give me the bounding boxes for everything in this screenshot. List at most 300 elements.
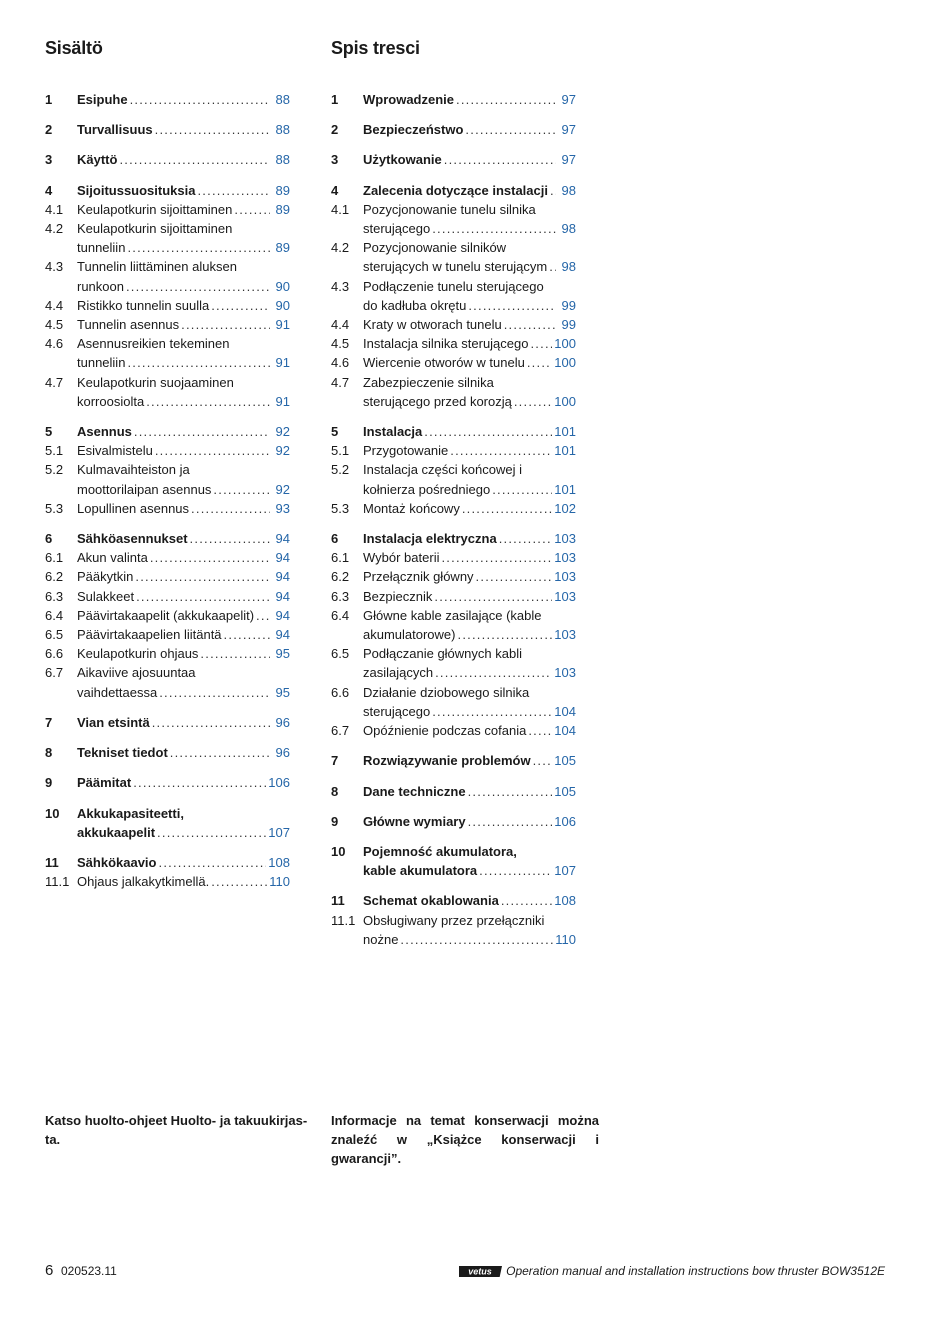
toc-entry-text: Tunnelin asennus [77, 317, 180, 333]
toc-number: 4.7 [331, 374, 350, 390]
toc-page-link[interactable]: 97 [561, 152, 576, 168]
toc-leader-dots [432, 702, 552, 721]
toc-entry-body [363, 683, 576, 721]
service-note-finnish: Katso huolto-ohjeet Huolto- ja takuukirjas-ta. [45, 1113, 308, 1147]
toc-entry-text: Ristikko tunnelin suulla [77, 297, 210, 313]
toc-page-link[interactable]: 103 [554, 627, 576, 643]
toc-page-link[interactable]: 94 [275, 588, 290, 604]
toc-page-link[interactable]: 93 [275, 500, 290, 516]
toc-leader-dots [527, 353, 552, 372]
toc-chapter[interactable] [45, 181, 290, 200]
toc-number: 4 [45, 182, 53, 198]
toc-entry-body [363, 548, 576, 567]
toc-page-link[interactable]: 91 [275, 393, 290, 409]
toc-entry-text: Główne wymiary [363, 813, 466, 829]
toc-section[interactable] [45, 460, 290, 498]
toc-page-link[interactable]: 107 [554, 863, 576, 879]
toc-page-link[interactable]: 88 [275, 92, 290, 107]
toc-number: 11.1 [45, 874, 70, 890]
toc-leader-dots [213, 480, 270, 499]
toc-chapter[interactable] [45, 773, 290, 792]
toc-page-link[interactable]: 101 [554, 481, 576, 497]
toc-chapter[interactable] [331, 842, 576, 880]
toc-entry-body [77, 373, 290, 411]
toc-entry-body [77, 499, 290, 518]
toc-page-link[interactable]: 110 [269, 874, 290, 890]
toc-leader-dots [191, 499, 270, 518]
toc-section[interactable] [331, 567, 576, 586]
toc-page-link[interactable]: 95 [275, 646, 290, 662]
toc-leader-dots [130, 90, 270, 109]
toc-leader-dots [133, 773, 266, 792]
toc-entry-text: tunneliin [77, 240, 126, 256]
toc-title-polish: Spis tresci [331, 38, 420, 58]
toc-page-link[interactable]: 89 [275, 201, 290, 217]
toc-page-link[interactable]: 91 [275, 317, 290, 333]
toc-chapter[interactable] [45, 743, 290, 762]
toc-entry-text: Instalacja [363, 424, 423, 440]
toc-page-link[interactable]: 92 [275, 424, 290, 440]
toc-entry-body [363, 334, 576, 353]
toc-leader-dots [468, 782, 553, 801]
toc-leader-dots [211, 872, 267, 891]
toc-entry-text: Sähkökaavio [77, 854, 157, 870]
toc-chapter[interactable] [45, 529, 290, 548]
toc-page-link[interactable]: 104 [554, 703, 576, 719]
toc-page-link[interactable]: 97 [561, 122, 576, 138]
toc-section[interactable] [45, 548, 290, 567]
toc-number: 4.6 [331, 355, 350, 371]
toc-entry-text: kable akumulatora [363, 863, 478, 879]
toc-chapter[interactable] [331, 751, 576, 770]
toc-number: 6.2 [45, 569, 64, 585]
toc-entry-text: Vian etsintä [77, 714, 150, 730]
toc-entry-body [363, 751, 576, 770]
toc-section[interactable] [45, 200, 290, 219]
toc-page-link[interactable]: 90 [275, 297, 290, 313]
toc-leader-dots [155, 441, 270, 460]
toc-leader-dots [465, 120, 556, 139]
toc-page-link[interactable]: 107 [268, 824, 290, 840]
toc-entry-text: Wybór baterii [363, 550, 440, 566]
toc-number: 5 [45, 424, 53, 440]
toc-page-link[interactable]: 108 [554, 893, 576, 909]
toc-entry-body [363, 460, 576, 498]
toc-number: 6.6 [331, 684, 350, 700]
toc-page-link[interactable]: 100 [554, 393, 576, 409]
toc-entry-body [77, 804, 290, 842]
toc-section[interactable] [331, 911, 576, 949]
toc-entry-body [363, 842, 576, 880]
toc-number: 6.5 [45, 627, 64, 643]
toc-section[interactable] [45, 499, 290, 518]
toc-page-link[interactable]: 89 [275, 240, 290, 256]
toc-leader-dots [157, 823, 266, 842]
toc-leader-dots [256, 606, 270, 625]
toc-number: 9 [45, 775, 53, 791]
toc-entry-text: Akun valinta [77, 550, 148, 566]
toc-leader-dots [159, 853, 267, 872]
toc-finnish [45, 38, 290, 891]
toc-number: 6.1 [331, 550, 350, 566]
toc-chapter[interactable] [331, 181, 576, 200]
toc-number: 4.1 [45, 201, 64, 217]
toc-number: 6.2 [331, 569, 350, 585]
toc-leader-dots [476, 567, 553, 586]
toc-number: 5.2 [45, 462, 64, 478]
toc-page-link[interactable]: 103 [554, 569, 576, 585]
toc-number: 6 [45, 531, 53, 547]
footer-title [459, 1264, 885, 1278]
toc-number: 8 [331, 783, 339, 799]
toc-leader-dots [134, 422, 270, 441]
toc-number: 3 [45, 152, 53, 168]
toc-page-link[interactable]: 100 [554, 355, 576, 371]
toc-entry-text: Bezpieczeństwo [363, 122, 464, 138]
toc-chapter[interactable] [331, 812, 576, 831]
toc-section[interactable] [331, 373, 576, 411]
toc-entry-text: Kraty w otworach tunelu [363, 317, 502, 333]
toc-leader-dots [533, 751, 553, 770]
toc-section[interactable] [331, 353, 576, 372]
toc-entry-text: Przełącznik główny [363, 569, 474, 585]
toc-entry-text: Działanie dziobowego silnika [363, 684, 530, 700]
toc-entry-text: Podłączanie głównych kabli [363, 646, 522, 662]
toc-entry-text: Sähköasennukset [77, 531, 188, 547]
toc-number: 6.1 [45, 550, 64, 566]
toc-leader-dots [549, 257, 556, 276]
toc-page-link[interactable]: 104 [554, 723, 576, 739]
toc-entry-body [363, 441, 576, 460]
toc-page-link[interactable]: 92 [275, 443, 290, 459]
toc-entry-text: Päävirtakaapelit (akkukaapelit) [77, 607, 255, 623]
toc-page-link[interactable]: 106 [268, 775, 290, 791]
toc-leader-dots [504, 315, 556, 334]
toc-section[interactable] [331, 277, 576, 315]
toc-title-finnish: Sisältö [45, 38, 103, 58]
toc-leader-dots [211, 296, 270, 315]
toc-page-link[interactable]: 92 [275, 481, 290, 497]
toc-entry-text: Instalacja silnika sterującego [363, 336, 529, 352]
toc-page-link[interactable]: 94 [275, 531, 290, 547]
toc-page-link[interactable]: 99 [561, 317, 576, 333]
toc-page-link[interactable]: 101 [554, 443, 576, 459]
toc-section[interactable] [331, 315, 576, 334]
toc-section[interactable] [45, 587, 290, 606]
toc-entry-text: Asennus [77, 424, 132, 440]
toc-entry-body [363, 238, 576, 276]
toc-entry-text: moottorilaipan asennus [77, 481, 212, 497]
toc-page-link[interactable]: 105 [554, 753, 576, 769]
toc-leader-dots [456, 90, 556, 109]
toc-entry-text: Päävirtakaapelien liitäntä [77, 627, 222, 643]
toc-leader-dots [197, 181, 270, 200]
toc-page-link[interactable]: 98 [561, 259, 576, 275]
toc-page-link[interactable]: 97 [561, 92, 576, 107]
toc-leader-dots [224, 625, 270, 644]
toc-number: 5.2 [331, 462, 350, 478]
toc-entry-body [77, 713, 290, 732]
toc-entry-body [77, 548, 290, 567]
toc-page-link[interactable]: 101 [554, 424, 576, 440]
toc-page-link[interactable]: 103 [554, 531, 576, 547]
toc-chapter[interactable] [45, 422, 290, 441]
toc-number: 11.1 [331, 912, 356, 928]
toc-page-link[interactable]: 89 [275, 182, 290, 198]
toc-leader-dots [135, 567, 270, 586]
toc-number: 6.4 [45, 607, 64, 623]
toc-number: 11 [331, 893, 345, 909]
toc-entry-text: Turvallisuus [77, 122, 153, 138]
toc-page-link[interactable]: 105 [554, 783, 576, 799]
toc-entry-text: Keulapotkurin sijoittaminen [77, 201, 233, 217]
toc-number: 11 [45, 854, 59, 870]
toc-page-link[interactable]: 88 [275, 122, 290, 138]
toc-section[interactable] [45, 872, 290, 891]
toc-chapter[interactable] [45, 120, 290, 139]
toc-section[interactable] [331, 606, 576, 644]
toc-entry-body [363, 911, 576, 949]
toc-page-link[interactable]: 100 [554, 336, 576, 352]
page-footer [45, 1262, 885, 1282]
toc-leader-dots [152, 713, 270, 732]
toc-chapter[interactable] [331, 90, 576, 109]
toc-number: 4.3 [45, 259, 64, 275]
toc-number: 3 [331, 152, 339, 168]
toc-section[interactable] [331, 548, 576, 567]
toc-section[interactable] [45, 441, 290, 460]
toc-number: 4.5 [331, 336, 350, 352]
toc-page-link[interactable]: 88 [275, 152, 290, 168]
toc-page-link[interactable]: 96 [275, 745, 290, 761]
toc-entry-body [77, 422, 290, 441]
toc-entry-body [77, 529, 290, 548]
toc-page-link[interactable]: 98 [561, 221, 576, 237]
toc-entry-body [363, 587, 576, 606]
toc-chapter[interactable] [331, 150, 576, 169]
toc-entry-text: Użytkowanie [363, 152, 442, 168]
toc-entry-text: Sijoitussuosituksia [77, 182, 196, 198]
toc-page-link[interactable]: 103 [554, 665, 576, 681]
toc-page-link[interactable]: 103 [554, 550, 576, 566]
toc-entry-body [77, 625, 290, 644]
toc-chapter[interactable] [331, 422, 576, 441]
toc-entry-text: Zabezpieczenie silnika [363, 374, 494, 390]
toc-entry-text: Przygotowanie [363, 443, 449, 459]
toc-section[interactable] [331, 441, 576, 460]
toc-entry-body [363, 315, 576, 334]
toc-page-link[interactable]: 106 [554, 813, 576, 829]
toc-entry-text: Podłączenie tunelu sterującego [363, 278, 544, 294]
toc-entry-text: sterujących w tunelu sterującym [363, 259, 548, 275]
toc-chapter[interactable] [331, 782, 576, 801]
toc-leader-dots [170, 743, 270, 762]
toc-number: 8 [45, 745, 53, 761]
toc-entry-body [363, 812, 576, 831]
toc-section[interactable] [331, 683, 576, 721]
toc-entry-text: Obsługiwany przez przełączniki [363, 912, 545, 928]
toc-section[interactable] [45, 625, 290, 644]
service-note-polish: Informacje na temat konserwacji można znaleźć w „Książce konserwacji i gwarancji”. [331, 1113, 599, 1166]
toc-number: 5.1 [45, 443, 64, 459]
toc-leader-dots [119, 150, 270, 169]
toc-section[interactable] [331, 721, 576, 740]
toc-section[interactable] [331, 460, 576, 498]
toc-number: 6.3 [331, 588, 350, 604]
toc-leader-dots [200, 644, 270, 663]
toc-number: 7 [331, 753, 339, 769]
toc-chapter[interactable] [331, 891, 576, 910]
toc-entry-text: Rozwiązywanie problemów [363, 753, 531, 769]
toc-number: 4.7 [45, 374, 64, 390]
toc-page-link[interactable]: 94 [275, 627, 290, 643]
toc-leader-dots [155, 120, 270, 139]
toc-entry-text: Päämitat [77, 775, 132, 791]
toc-number: 6.3 [45, 588, 64, 604]
toc-section[interactable] [331, 238, 576, 276]
toc-leader-dots [159, 683, 270, 702]
toc-leader-dots [435, 663, 552, 682]
toc-entry-text: Tekniset tiedot [77, 745, 168, 761]
toc-leader-dots [462, 499, 552, 518]
toc-section[interactable] [45, 373, 290, 411]
toc-section[interactable] [331, 334, 576, 353]
toc-leader-dots [190, 529, 270, 548]
toc-entry-text: Pääkytkin [77, 569, 134, 585]
toc-page-link[interactable]: 94 [275, 569, 290, 585]
toc-section[interactable] [45, 663, 290, 701]
toc-page-link[interactable]: 103 [554, 588, 576, 604]
toc-section[interactable] [45, 219, 290, 257]
toc-entry-text: Asennusreikien tekeminen [77, 336, 230, 352]
toc-entry-body [363, 181, 576, 200]
toc-entry-text: nożne [363, 931, 399, 947]
toc-section[interactable] [45, 567, 290, 586]
toc-entry-text: Ohjaus jalkakytkimellä. [77, 874, 210, 890]
toc-section[interactable] [331, 499, 576, 518]
toc-number: 4.1 [331, 201, 350, 217]
toc-entry-body [363, 499, 576, 518]
toc-entry-text: Keulapotkurin ohjaus [77, 646, 199, 662]
toc-page-link[interactable]: 99 [561, 297, 576, 313]
toc-entry-text: Tunnelin liittäminen aluksen [77, 259, 237, 275]
toc-page-link[interactable]: 108 [268, 854, 290, 870]
toc-entry-body [363, 422, 576, 441]
toc-page-link[interactable]: 94 [275, 550, 290, 566]
toc-chapter[interactable] [45, 853, 290, 872]
toc-leader-dots [528, 721, 552, 740]
toc-section[interactable] [45, 257, 290, 295]
date-code: 020523.11 [61, 1264, 117, 1278]
toc-leader-dots [514, 392, 552, 411]
toc-chapter[interactable] [45, 804, 290, 842]
toc-entry-body [77, 587, 290, 606]
toc-entry-body [77, 460, 290, 498]
toc-number: 5.1 [331, 443, 350, 459]
toc-entry-text: Dane techniczne [363, 783, 466, 799]
toc-entry-body [363, 782, 576, 801]
toc-page-link[interactable]: 95 [275, 684, 290, 700]
toc-number: 4.2 [331, 240, 350, 256]
toc-entry-text: sterującego przed korozją [363, 393, 512, 409]
toc-polish [331, 38, 576, 949]
toc-section[interactable] [45, 606, 290, 625]
toc-entry-body [77, 441, 290, 460]
toc-entry-text: Lopullinen asennus [77, 500, 190, 516]
toc-entry-text: Aikaviive ajosuuntaa [77, 665, 196, 681]
toc-entry-text: Keulapotkurin suojaaminen [77, 374, 234, 390]
toc-entry-text: akumulatorowe) [363, 627, 456, 643]
toc-entry-text: kołnierza pośredniego [363, 481, 491, 497]
toc-entry-body [363, 721, 576, 740]
vetus-logo [459, 1266, 502, 1277]
toc-entries-finnish [45, 90, 290, 891]
toc-leader-dots [468, 812, 553, 831]
toc-number: 6.4 [331, 607, 350, 623]
toc-entry-body [77, 120, 290, 139]
toc-entry-text: sterującego [363, 221, 431, 237]
toc-entry-body [77, 853, 290, 872]
toc-section[interactable] [45, 334, 290, 372]
toc-entry-body [363, 644, 576, 682]
toc-entry-text: vaihdettaessa [77, 684, 158, 700]
toc-entry-text: sterującego [363, 703, 431, 719]
toc-page-link[interactable]: 90 [275, 278, 290, 294]
toc-number: 1 [331, 92, 339, 107]
toc-entry-body [77, 567, 290, 586]
toc-page-link[interactable]: 98 [561, 182, 576, 198]
toc-section[interactable] [331, 200, 576, 238]
toc-section[interactable] [45, 315, 290, 334]
toc-page-link[interactable]: 110 [555, 931, 576, 947]
toc-entry-body [77, 315, 290, 334]
toc-chapter[interactable] [331, 120, 576, 139]
toc-section[interactable] [45, 296, 290, 315]
toc-number: 4.2 [45, 221, 64, 237]
toc-chapter[interactable] [45, 150, 290, 169]
toc-leader-dots [400, 930, 553, 949]
toc-page-link[interactable]: 91 [275, 355, 290, 371]
toc-leader-dots [150, 548, 270, 567]
toc-entry-body [77, 334, 290, 372]
toc-entry-text: Zalecenia dotyczące instalacji [363, 182, 548, 198]
toc-chapter[interactable] [45, 713, 290, 732]
toc-chapter[interactable] [45, 90, 290, 109]
toc-page-link[interactable]: 96 [275, 714, 290, 730]
manual-title: Operation manual and installation instructions bow thruster BOW3512E [506, 1264, 885, 1278]
toc-leader-dots [550, 181, 556, 200]
toc-number: 1 [45, 92, 53, 107]
toc-entry-text: akkukaapelit [77, 824, 156, 840]
toc-entry-body [77, 606, 290, 625]
toc-chapter[interactable] [331, 529, 576, 548]
toc-number: 6.5 [331, 646, 350, 662]
toc-entry-body [363, 353, 576, 372]
toc-entry-text: tunneliin [77, 355, 126, 371]
toc-section[interactable] [331, 587, 576, 606]
toc-section[interactable] [331, 644, 576, 682]
toc-number: 6 [331, 531, 339, 547]
toc-entry-body [363, 373, 576, 411]
toc-entry-text: Instalacja części końcowej i [363, 462, 522, 478]
toc-number: 7 [45, 714, 53, 730]
toc-page-link[interactable]: 94 [275, 607, 290, 623]
toc-entry-body [77, 150, 290, 169]
toc-page-link[interactable]: 102 [554, 500, 576, 516]
toc-entry-body [77, 773, 290, 792]
toc-leader-dots [444, 150, 556, 169]
toc-section[interactable] [45, 644, 290, 663]
